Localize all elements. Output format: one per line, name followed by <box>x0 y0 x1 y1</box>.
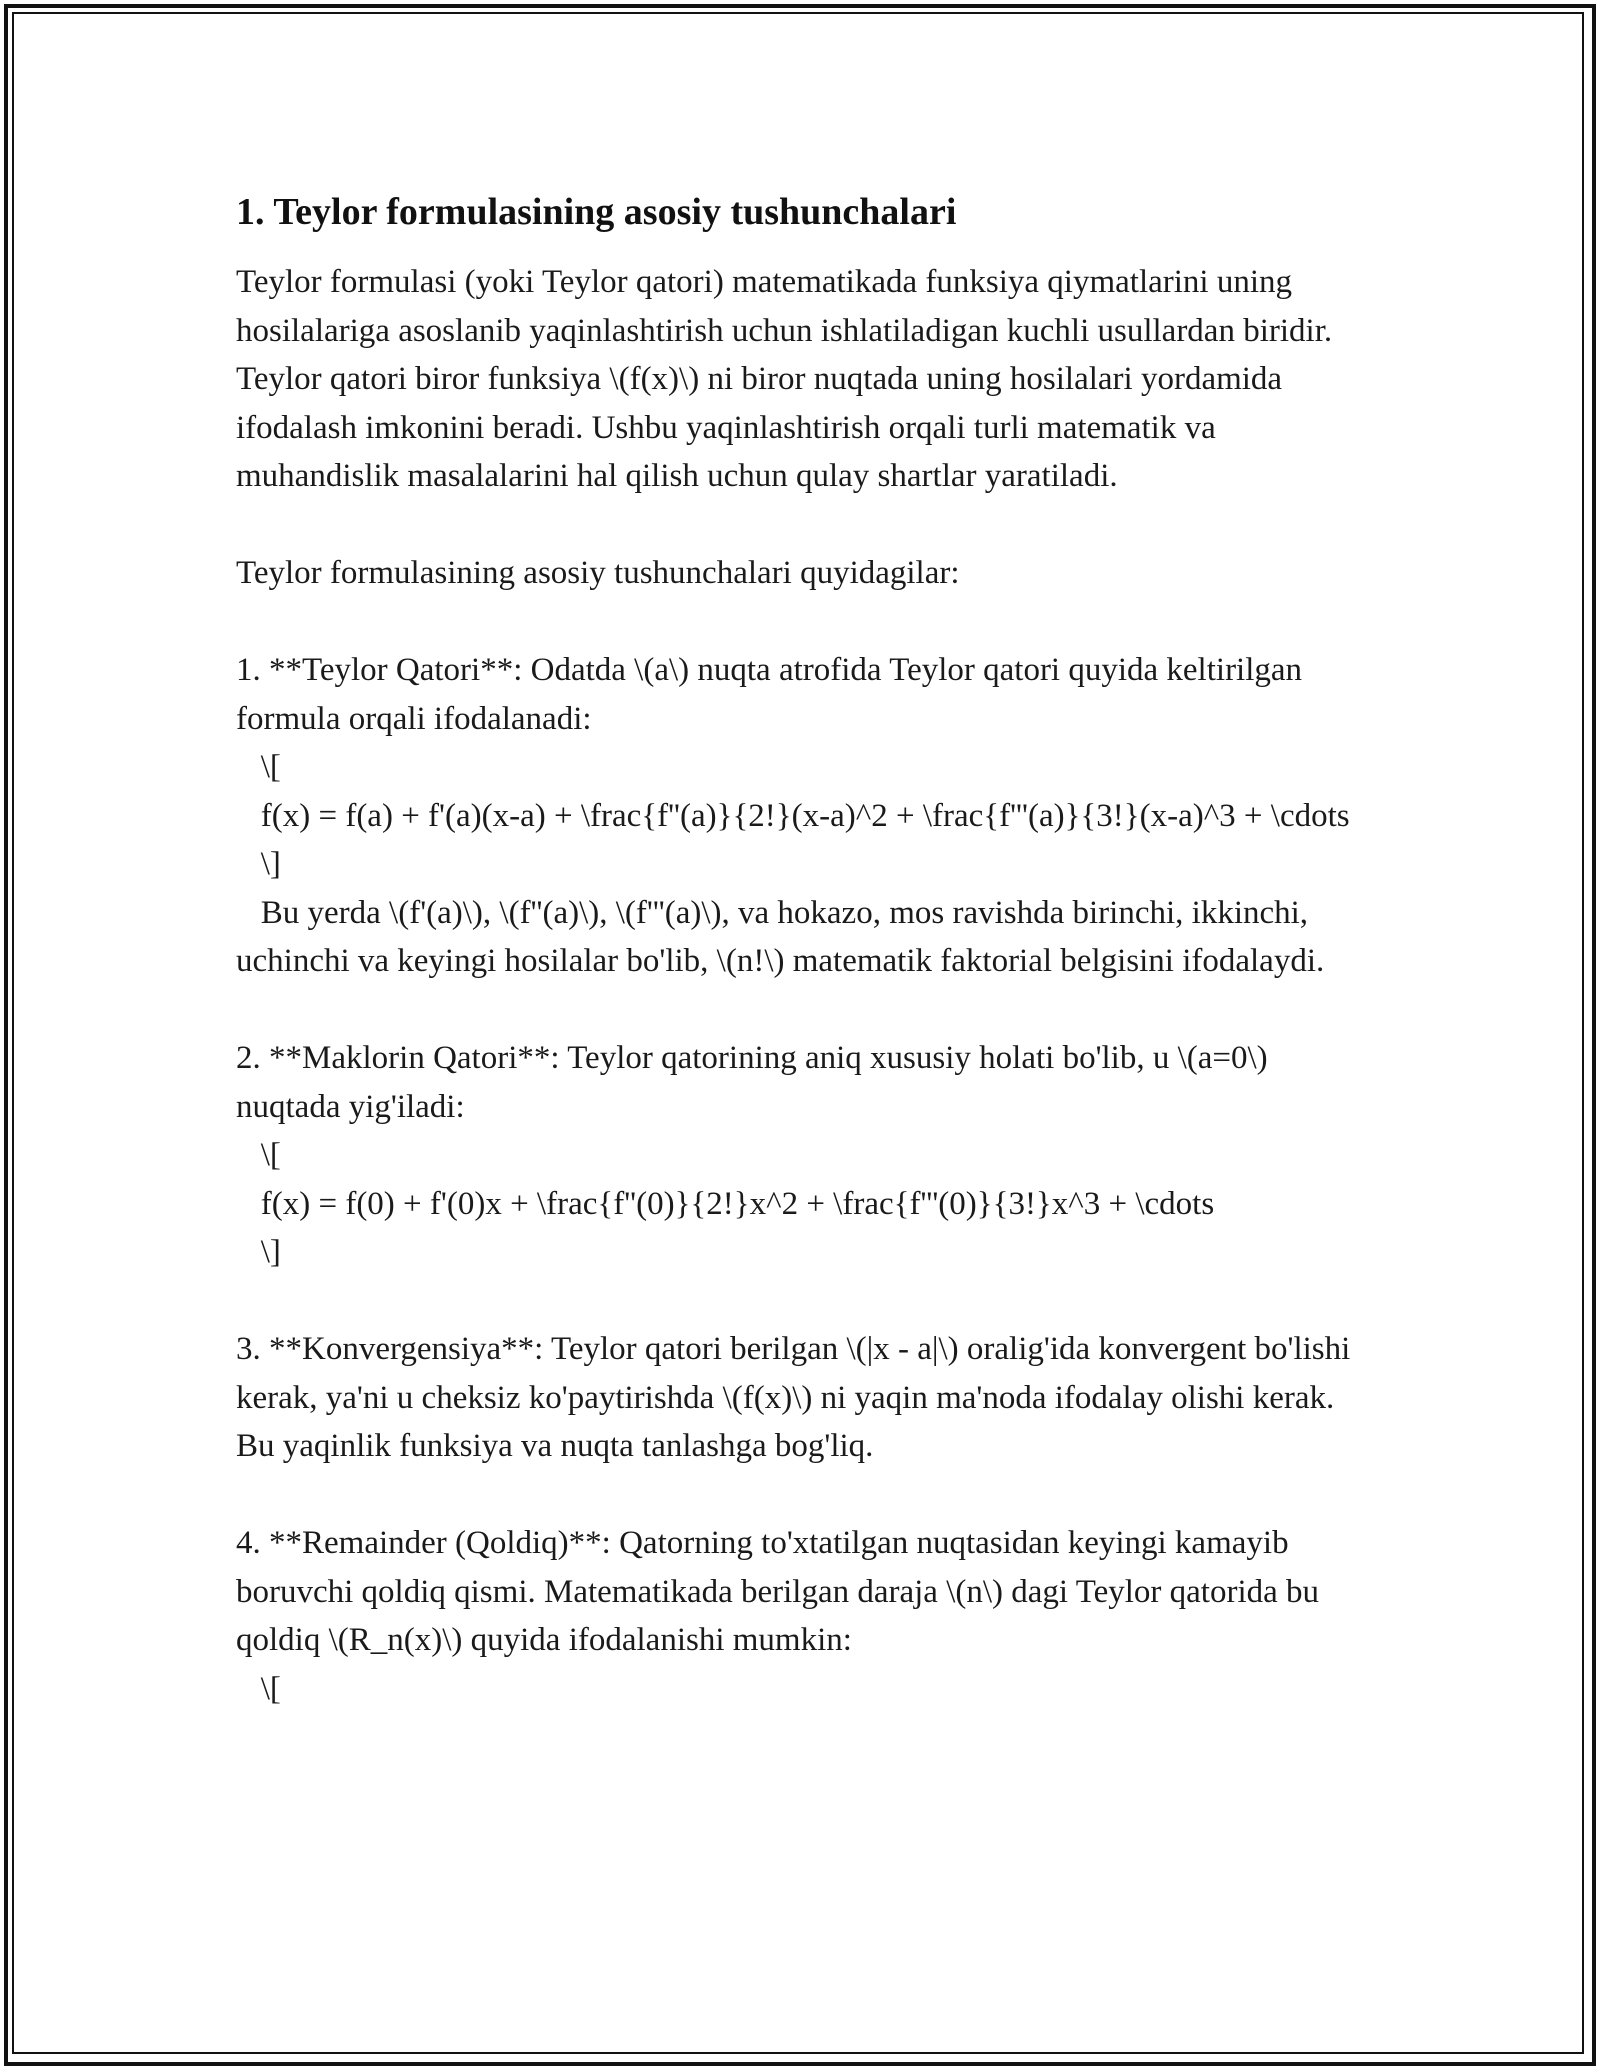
paragraph-gap <box>236 501 1366 550</box>
paragraph-gap <box>236 986 1366 1035</box>
list-item-taylor-series: 1. **Teylor Qatori**: Odatda \(a\) nuqta atrofida Teylor qatori quyida keltirilgan formula orqali ifodalanadi: \[ f(x) = f(a) + f'(a)(x-a) + \frac{f''(a)}{2!}(x-a)^2 + \frac{f'''(a)}{3!}(x-a)^3 + \cdots \] Bu yerda \(f'(a)\), \(f''(a)\), \(f'''(a)\), va hokazo, mos ravishda birinchi, ikkinchi, uchinchi va keyingi hosilalar bo'lib, \(n!\) matematik faktorial belgisini ifodalaydi. <box>236 652 1350 979</box>
list-item-convergence: 3. **Konvergensiya**: Teylor qatori berilgan \(|x - a|\) oralig'ida konvergent bo'lishi kerak, ya'ni u cheksiz ko'paytirishda \(f(x)\) ni yaqin ma'noda ifodalay olishi kerak. Bu yaqinlik funksiya va nuqta tanlashga bog'liq. <box>236 1331 1359 1464</box>
section-heading: 1. Teylor formulasining asosiy tushunchalari <box>236 191 957 233</box>
document-body <box>236 186 1366 1713</box>
intro-paragraph: Teylor formulasi (yoki Teylor qatori) matematikada funksiya qiymatlarini uning hosilalariga asoslanib yaqinlashtirish uchun ishlatiladigan kuchli usullardan biridir. Teylor qatori biror funksiya \(f(x)\) ni biror nuqtada uning hosilalari yordamida ifodalash imkonini beradi. Ushbu yaqinlashtirish orqali turli matematik va muhandislik masalalarini hal qilish uchun qulay shartlar yaratiladi. <box>236 264 1340 494</box>
list-item-remainder: 4. **Remainder (Qoldiq)**: Qatorning to'xtatilgan nuqtasidan keyingi kamayib boruvchi qoldiq qismi. Matematikada berilgan daraja \(n\) dagi Teylor qatorida bu qoldiq \(R_n(x)\) quyida ifodalanishi mumkin: \[ <box>236 1525 1320 1707</box>
paragraph-gap <box>236 1471 1366 1520</box>
paragraph-gap <box>236 598 1366 647</box>
list-item-maclaurin-series: 2. **Maklorin Qatori**: Teylor qatorining aniq xususiy holati bo'lib, u \(a=0\) nuqtada yig'iladi: \[ f(x) = f(0) + f'(0)x + \frac{f''(0)}{2!}x^2 + \frac{f'''(0)}{3!}x^3 + \cdots \] <box>236 1040 1268 1270</box>
paragraph-gap <box>236 1277 1366 1326</box>
lead-paragraph: Teylor formulasining asosiy tushunchalari quyidagilar: <box>236 555 960 591</box>
